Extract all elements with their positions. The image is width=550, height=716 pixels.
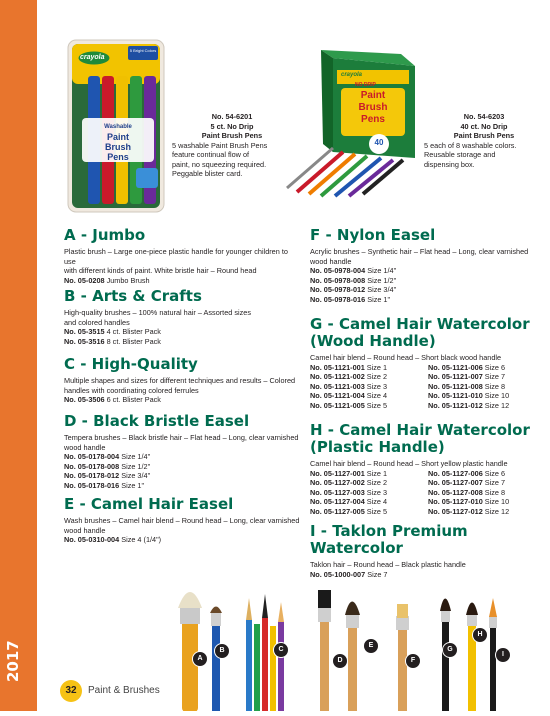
brush-label-a: A (192, 651, 208, 667)
box-brand: crayola (341, 72, 363, 78)
list-item: No. 05-1121-001 Size 1 (310, 362, 388, 372)
product-54-6203: No. 54-6203 40 ct. No Drip Paint Brush Pens 5 each of 8 washable colors. Reusable storage and dispensing box. (424, 112, 517, 169)
brush-label-h: H (472, 627, 488, 643)
dispensing-box-image (283, 48, 423, 198)
box-count: 40 (374, 138, 384, 147)
sidebar-stripe (0, 0, 37, 711)
section-title: A - Jumbo (64, 226, 146, 244)
section-title: H - Camel Hair Watercolor (Plastic Handle) (310, 421, 530, 456)
size-list (310, 469, 546, 517)
section-title: C - High-Quality (64, 355, 198, 373)
section-f-nylon-easel (310, 227, 546, 304)
section-description: Multiple shapes and sizes for different techniques and results – Colored handles with coordinating colored ferrules (64, 376, 296, 395)
section-description: Camel hair blend – Round head – Short yellow plastic handle (310, 459, 508, 468)
list-item: No. 05-1127-012 Size 12 (428, 506, 510, 516)
list-item: No. 05-1127-008 Size 8 (428, 487, 506, 497)
list-item: No. 05-1121-007 Size 7 (428, 372, 506, 381)
list-item: No. 05-0310-004 Size 4 (1/4") (64, 535, 162, 544)
page-number-badge: 32 (60, 680, 82, 702)
list-item: No. 05-1121-002 Size 2 (310, 372, 388, 381)
list-item: No. 05-1121-003 Size 3 (310, 381, 388, 391)
blister-title: Washable Paint Brush Pens (104, 124, 132, 162)
brush-label-c: C (273, 642, 289, 658)
section-h-camel-hair-watercolor-plastic (310, 422, 546, 516)
list-item: No. 05-1127-001 Size 1 (310, 468, 388, 478)
list-item: No. 05-1127-005 Size 5 (310, 506, 388, 516)
list-item: No. 05-1121-012 Size 12 (428, 400, 510, 410)
section-title: G - Camel Hair Watercolor (Wood Handle) (310, 315, 530, 350)
list-item: No. 05-1127-006 Size 6 (428, 468, 506, 478)
list-item: No. 05-1127-004 Size 4 (310, 497, 388, 506)
list-item: No. 05-1121-006 Size 6 (428, 362, 506, 372)
box-title: Paint Brush Pens (358, 90, 388, 125)
box-flag: NO DRIP (355, 82, 376, 88)
section-description: Camel hair blend – Round head – Short black wood handle (310, 353, 502, 362)
list-item: No. 05-0178-008 Size 1/2" (64, 461, 151, 471)
list-item: No. 05-0178-012 Size 3/4" (64, 471, 151, 480)
product-54-6201: No. 54-6201 5 ct. No Drip Paint Brush Pens 5 washable Paint Brush Pens feature continual flow of paint, no squeezing required. Peggable blister card. (172, 112, 268, 178)
brush-label-b: B (214, 643, 230, 659)
list-item: No. 05-0178-016 Size 1" (64, 480, 145, 490)
section-description: High-quality brushes – 100% natural hair – Assorted sizes and colored handles (64, 308, 251, 327)
section-description: Plastic brush – Large one-piece plastic handle for younger children to use with different kinds of paint. White bristle hair – Round head (64, 247, 288, 275)
section-e-camel-hair-easel (64, 496, 300, 545)
list-item: No. 05-1121-008 Size 8 (428, 381, 506, 391)
section-title: B - Arts & Crafts (64, 287, 202, 305)
section-d-black-bristle-easel (64, 413, 300, 490)
brush-label-g: G (442, 642, 458, 658)
section-description: Taklon hair – Round head – Black plastic handle (310, 560, 466, 569)
section-g-camel-hair-watercolor-wood (310, 316, 546, 410)
list-item: No. 05-1127-010 Size 10 (428, 497, 510, 506)
section-title: E - Camel Hair Easel (64, 495, 234, 513)
list-item: No. 05-0978-016 Size 1" (310, 294, 391, 304)
list-item: No. 05-0978-012 Size 3/4" (310, 285, 397, 294)
brush-label-e: E (363, 638, 379, 654)
section-description: Tempera brushes – Black bristle hair – Flat head – Long, clear varnished wood handle (64, 433, 299, 452)
blister-brand: crayola (80, 54, 105, 61)
section-description: Acrylic brushes – Synthetic hair – Flat head – Long, clear varnished wood handle (310, 247, 529, 266)
list-item: No. 05-1127-007 Size 7 (428, 478, 506, 487)
brush-label-i: I (495, 647, 511, 663)
list-item: No. 05-0978-004 Size 1/4" (310, 266, 397, 275)
section-c-high-quality (64, 356, 300, 405)
section-i-taklon-premium-watercolor (310, 523, 546, 579)
list-item: No. 05-1127-003 Size 3 (310, 487, 388, 497)
brush-label-d: D (332, 653, 348, 669)
list-item: No. 05-1121-004 Size 4 (310, 391, 388, 400)
list-item: No. 05-1121-010 Size 10 (428, 391, 510, 400)
size-list (310, 363, 546, 411)
list-item: No. 05-1121-005 Size 5 (310, 400, 388, 410)
section-title: I - Taklon Premium Watercolor (310, 522, 468, 557)
list-item: No. 05-0208 Jumbo Brush (64, 275, 150, 285)
section-title: F - Nylon Easel (310, 226, 436, 244)
blister-badge: 5 Bright Colors (129, 48, 157, 53)
footer-section-label: Paint & Brushes (88, 685, 160, 696)
blister-pack-image (66, 38, 166, 214)
list-item: No. 05-3516 8 ct. Blister Pack (64, 336, 161, 346)
list-item: No. 05-3506 6 ct. Blister Pack (64, 395, 161, 404)
list-item: No. 05-1000-007 Size 7 (310, 569, 388, 579)
section-b-arts-crafts (64, 288, 300, 346)
brushes-photo (150, 580, 530, 711)
brush-label-f: F (405, 653, 421, 669)
list-item: No. 05-1127-002 Size 2 (310, 478, 388, 487)
section-a-jumbo (64, 227, 300, 285)
section-title: D - Black Bristle Easel (64, 412, 250, 430)
catalog-year: 2017 (4, 640, 22, 682)
list-item: No. 05-0978-008 Size 1/2" (310, 275, 397, 285)
list-item: No. 05-0178-004 Size 1/4" (64, 452, 151, 461)
section-description: Wash brushes – Camel hair blend – Round head – Long, clear varnished wood handle (64, 516, 300, 535)
list-item: No. 05-3515 4 ct. Blister Pack (64, 327, 161, 336)
